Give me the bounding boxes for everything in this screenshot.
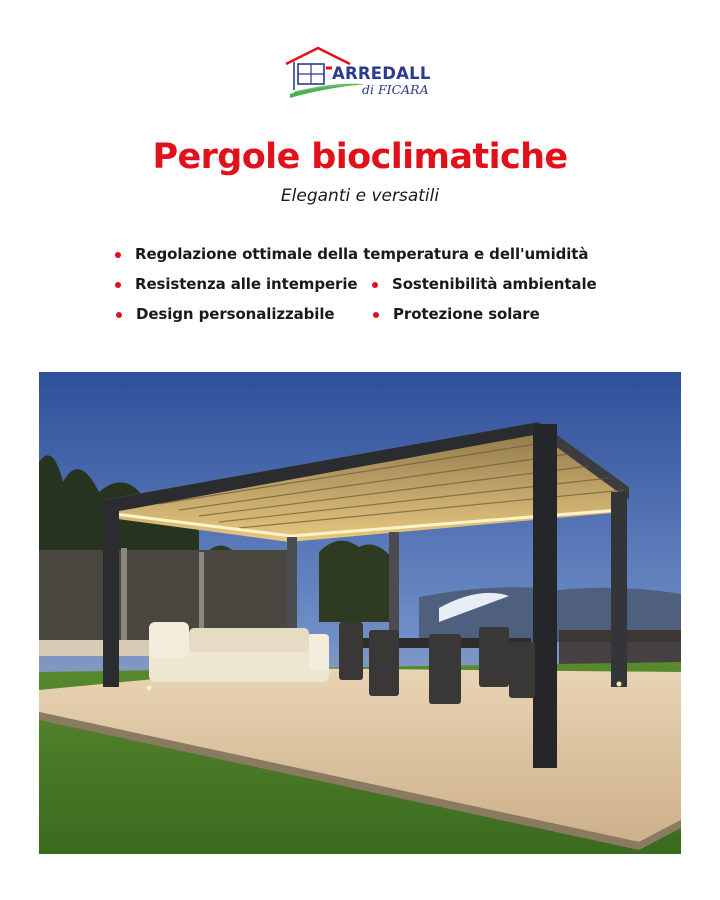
feature-item — [393, 305, 540, 323]
feature-label: Regolazione ottimale della temperatura e dell'umidità — [135, 245, 589, 263]
pergola-photo — [39, 372, 681, 854]
bullet-icon — [115, 252, 121, 258]
page-subtitle: Eleganti e versatili — [280, 186, 440, 206]
brand-name: ARREDALL — [332, 64, 431, 83]
feature-item — [392, 275, 597, 293]
brand-logo — [284, 44, 440, 100]
pergola-patio-photo — [39, 372, 681, 854]
feature-label: Design personalizzabile — [136, 305, 335, 323]
feature-item — [136, 305, 334, 323]
feature-item — [135, 245, 588, 263]
feature-label: Sostenibilità ambientale — [392, 275, 597, 293]
feature-label: Protezione solare — [393, 305, 540, 323]
bullet-icon — [372, 282, 378, 288]
bullet-icon — [115, 282, 121, 288]
brand-sub: di FICARA — [362, 82, 429, 97]
bullet-icon — [116, 312, 122, 318]
bullet-icon — [373, 312, 379, 318]
feature-label: Resistenza alle intemperie — [135, 275, 358, 293]
page-title: Pergole bioclimatiche — [152, 137, 568, 177]
feature-item — [135, 275, 357, 293]
